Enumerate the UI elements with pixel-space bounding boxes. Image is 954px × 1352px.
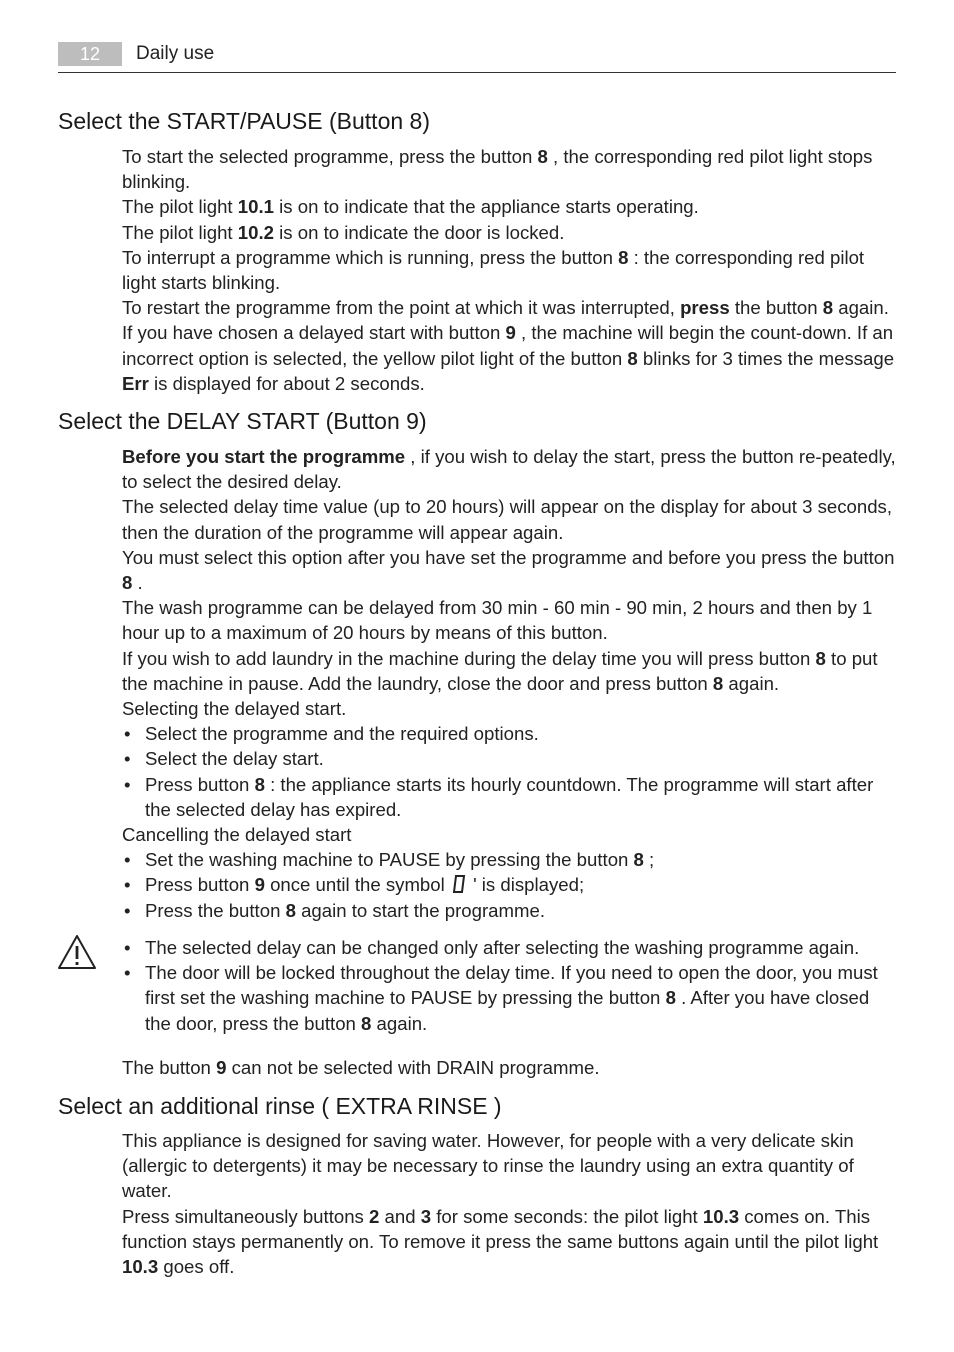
paragraph: If you wish to add laundry in the machine during the delay time you will press button 8 to put the machine in pause. Add the laundry, close the door and press button 8 again. [122, 647, 878, 694]
paragraph: Press simultaneously buttons 2 and 3 for some seconds: the pilot light 10.3 comes on. This function stays permanently on. To remove it press the same buttons again until the pilot light 10.3 goes off. [122, 1205, 879, 1278]
bullet-list [122, 935, 898, 1036]
drain-note [122, 1055, 898, 1080]
section-extra-rinse-body [122, 1128, 898, 1279]
heading-delay-start: Select the DELAY START (Button 9) [58, 408, 427, 434]
section-delay-start-body [122, 444, 898, 923]
paragraph: Before you start the programme , if you wish to delay the start, press the button re-peatedly, to select the desired delay. [122, 446, 896, 493]
heading-extra-rinse: Select an additional rinse ( EXTRA RINSE ) [58, 1093, 502, 1119]
page-number: 12 [58, 42, 122, 66]
warning-triangle-icon [57, 934, 97, 970]
paragraph: The button 9 can not be selected with DRAIN programme. [122, 1057, 600, 1078]
bullet-list [122, 721, 898, 822]
paragraph: The pilot light 10.2 is on to indicate the door is locked. [122, 221, 565, 243]
heading-start-pause: Select the START/PAUSE (Button 8) [58, 108, 430, 134]
list-item: • Set the washing machine to PAUSE by pressing the button 8 ; [122, 847, 898, 872]
display-zero-symbol-icon [452, 874, 466, 894]
paragraph: To interrupt a programme which is running, press the button 8 : the corresponding red pilot light starts blinking. [122, 246, 865, 294]
list-item: • Select the programme and the required options. [122, 721, 898, 746]
list-item: • Press the button 8 again to start the programme. [122, 898, 898, 923]
list-item: • The door will be locked throughout the delay time. If you need to open the door, you must first set the washing machine to PAUSE by pressing the button 8 . After you have closed the door, press the button 8 again. [122, 960, 898, 1036]
section-name: Daily use [136, 43, 215, 64]
paragraph: The pilot light 10.1 is on to indicate that the appliance starts operating. [122, 196, 699, 218]
list-item: • Select the delay start. [122, 746, 898, 771]
bullet-list [122, 847, 898, 923]
list-item: • Press button 9 once until the symbol ' is displayed; [122, 872, 898, 897]
paragraph: The selected delay time value (up to 20 hours) will appear on the display for about 3 seconds, then the duration of the programme will appear again. [122, 496, 893, 543]
page-header [58, 40, 896, 73]
paragraph: The wash programme can be delayed from 30 min - 60 min - 90 min, 2 hours and then by 1 hour up to a maximum of 20 hours by means of this button. [122, 597, 873, 644]
paragraph: This appliance is designed for saving water. However, for people with a very delicate skin (allergic to detergents) it may be necessary to rinse the laundry using an extra quantity of water. [122, 1130, 854, 1202]
paragraph: To restart the programme from the point at which it was interrupted, press the button 8 again. If you have chosen a delayed start with button 9 , the machine will begin the count-down. If an incorrect option is selected, the yellow pilot light of the button 8 blinks for 3 times the message Err is displayed for about 2 seconds. [122, 297, 895, 394]
paragraph: Selecting the delayed start. [122, 698, 347, 720]
list-item: • Press button 8 : the appliance starts its hourly countdown. The programme will start after the selected delay has expired. [122, 772, 898, 822]
list-item: • The selected delay can be changed only after selecting the washing programme again. [122, 935, 898, 960]
paragraph: To start the selected programme, press the button 8 , the corresponding red pilot light stops blinking. [122, 146, 873, 193]
warning-block [122, 935, 898, 1036]
section-start-pause-body [122, 144, 898, 396]
paragraph: Cancelling the delayed start [122, 824, 352, 846]
paragraph: You must select this option after you have set the programme and before you press the button 8 . [122, 546, 895, 594]
